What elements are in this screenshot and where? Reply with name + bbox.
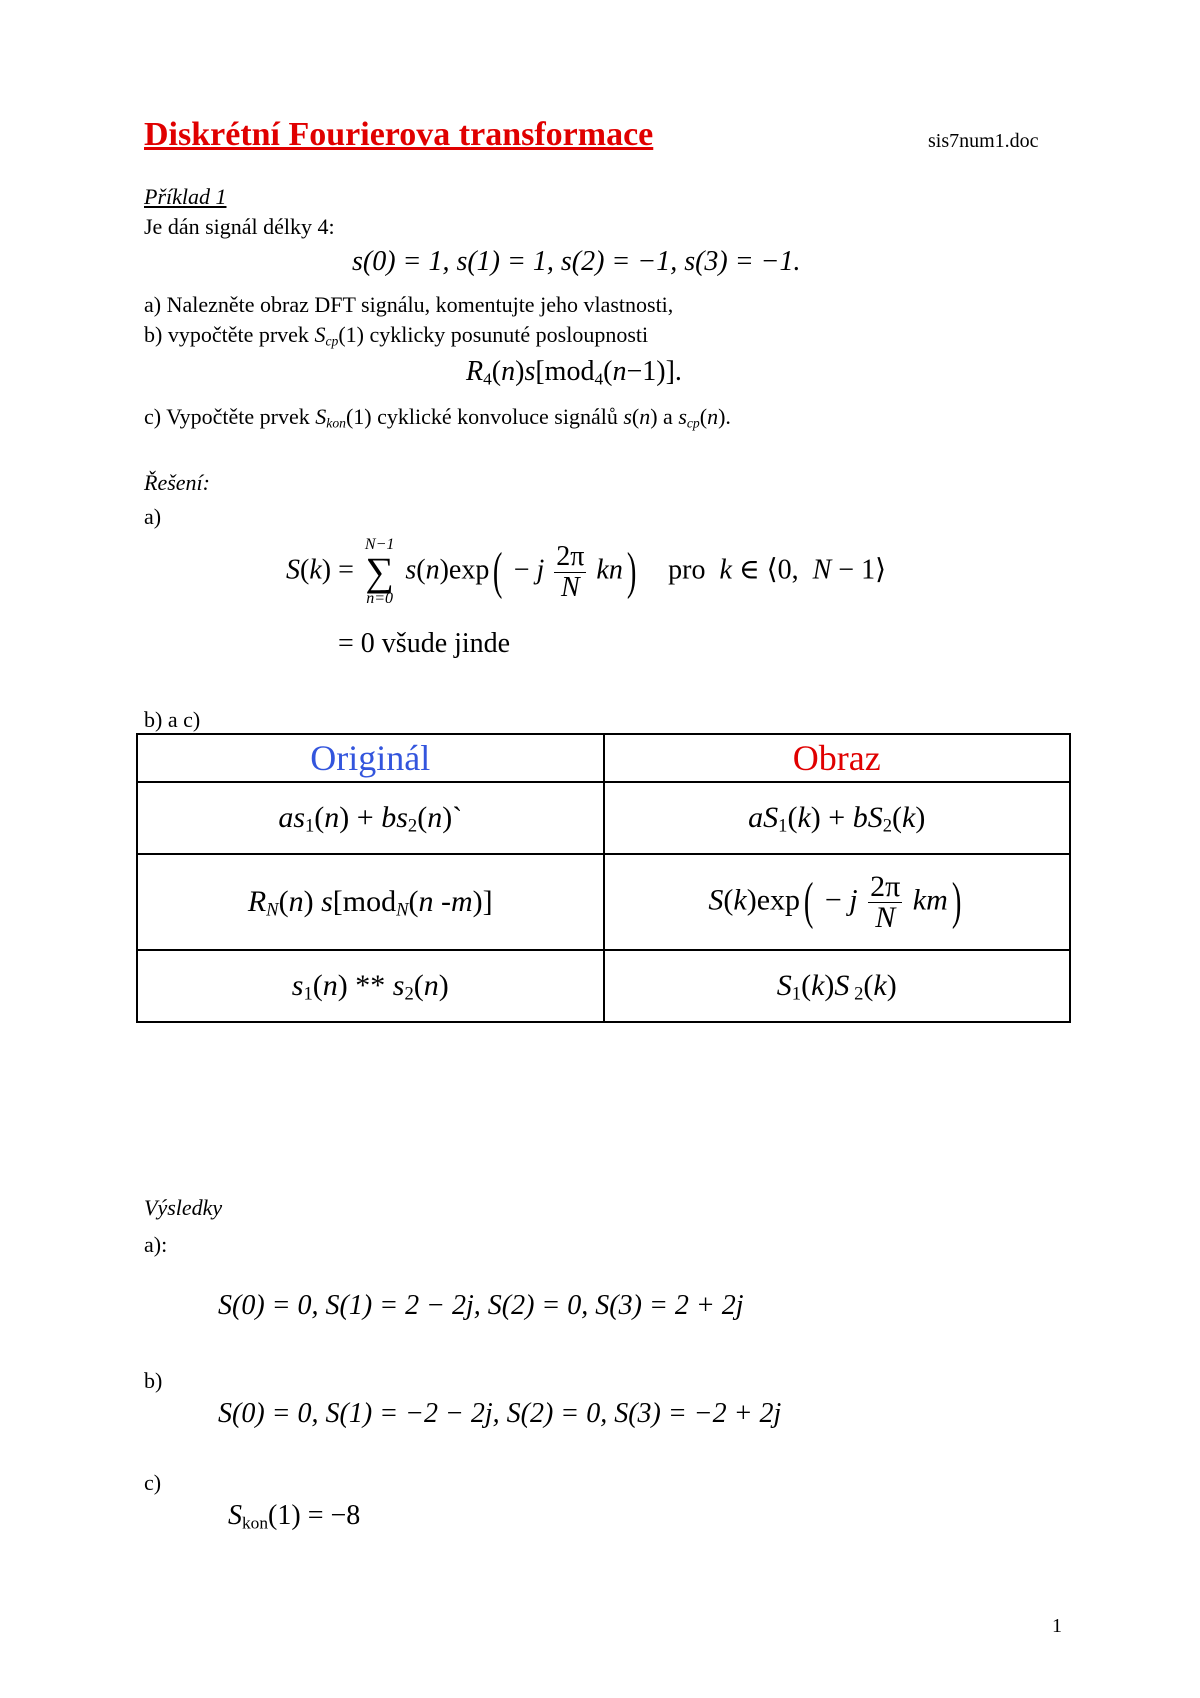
task-c-middle: (1) cyklické konvoluce signálů (345, 404, 624, 429)
document-filename: sis7num1.doc (928, 130, 1039, 152)
results-label: Výsledky (144, 1195, 223, 1220)
signal-definition: s(0) = 1, s(1) = 1, s(2) = −1, s(3) = −1. (352, 246, 801, 277)
table-row (137, 854, 1070, 950)
scp-n-symbol: $s_{cp}$ (678, 404, 700, 431)
shift-expression: $R_4(n)s[mod_4(n-1)]$. (466, 356, 682, 389)
document-title: Diskrétní Fourierova transformace (144, 116, 654, 153)
task-c-and: a (657, 404, 679, 429)
s-n-symbol: s (623, 404, 632, 429)
task-b-prefix: b) vypočtěte prvek (144, 322, 315, 347)
table-row (137, 950, 1070, 1022)
formula-elsewhere: = 0 všude jinde (338, 628, 511, 659)
shift-image: S(k)exp( − j $\frac{2\pi}{N}$ km) (604, 854, 1071, 950)
table-header-row (137, 734, 1070, 782)
page-number: 1 (1052, 1615, 1062, 1637)
solution-bc-label: b) a c) (144, 707, 201, 732)
task-c: c) Vypočtěte prvek $S_{kon}(1)$ cyklické konvoluce signálů s(n) a $s_{cp}(n)$. (144, 404, 731, 431)
task-b (144, 322, 648, 348)
convolution-original: $s_1(n) ** s_2(n)$ (137, 950, 604, 1022)
convolution-image: $S_1(k)S$ $_2$(k) (604, 950, 1071, 1022)
task-c-end: . (725, 404, 731, 429)
linearity-image: $aS_1(k) + bS_2(k)$ (604, 782, 1071, 854)
scp-symbol: $S_{cp}$ (314, 322, 339, 349)
shift-original: $R_N(n)$ s[mod$_N$(n -m)] (137, 854, 604, 950)
solution-a-label: a) (144, 504, 162, 529)
example-intro: Je dán signál délky 4: (144, 214, 335, 239)
results-b-value: S(0) = 0, S(1) = −2 − 2j, S(2) = 0, S(3) = −2 + 2j (218, 1398, 782, 1429)
results-a-label: a): (144, 1232, 168, 1257)
dft-formula: S(k) = N−1 ∑ n=0 s(n)exp( − j $\frac{2\pi}{N}$ kn) pro k ∈ ⟨0, N − 1⟩ (286, 536, 886, 607)
results-a-value: S(0) = 0, S(1) = 2 − 2j, S(2) = 0, S(3) = 2 + 2j (218, 1290, 744, 1321)
results-c-label: c) (144, 1470, 162, 1495)
example-label: Příklad 1 (144, 184, 227, 209)
skon-symbol: $S_{kon}$ (315, 404, 346, 431)
task-b-suffix: (1) cyklicky posunuté posloupnosti (338, 322, 649, 347)
task-a: a) Nalezněte obraz DFT signálu, komentujte jeho vlastnosti, (144, 292, 674, 317)
formula-pro: pro (668, 554, 706, 586)
results-b-label: b) (144, 1368, 163, 1393)
results-c-value: $S_{kon}(1) = -8$ (228, 1500, 361, 1533)
fraction: $\frac{2\pi}{N}$ (556, 540, 585, 603)
table-row (137, 782, 1070, 854)
task-c-prefix: c) Vypočtěte prvek (144, 404, 316, 429)
summation-sign: N−1 ∑ n=0 (364, 536, 395, 607)
header-original: Originál (137, 734, 604, 782)
solution-label: Řešení: (144, 470, 210, 495)
linearity-original: $as_1(n)$ + $bs_2(n)`$ (137, 782, 604, 854)
dft-properties-table (136, 733, 1071, 1023)
header-image: Obraz (604, 734, 1071, 782)
